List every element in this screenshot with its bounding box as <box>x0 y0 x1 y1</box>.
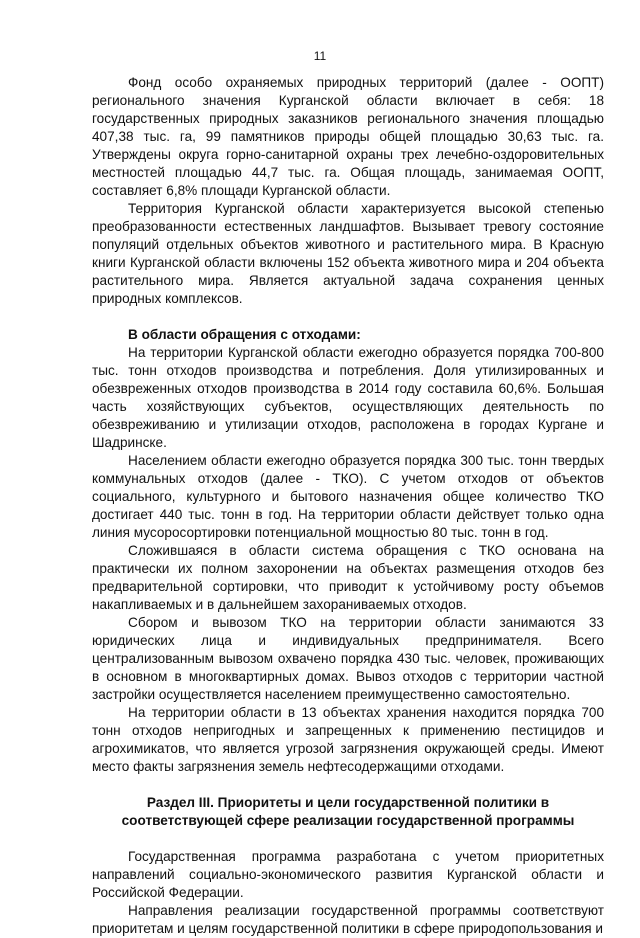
paragraph-waste-volume: На территории Курганской области ежегодно образуется порядка 700-800 тыс. тонн отходов производства и потребления. Доля утилизированных и обезвреженных отходов производства в 2014 году составила 60,6%. Большая часть хозяйствующих субъектов, осуществляющих деятельность по обезвреживанию и утилизации отходов, расположена в городах Кургане и Шадринске. <box>92 345 604 450</box>
waste-heading: В области обращения с отходами: <box>128 327 361 342</box>
page-number: 11 <box>313 49 327 63</box>
paragraph-pesticides: На территории области в 13 объектах хранения находится порядка 700 тонн отходов непригодных и запрещенных к применению пестицидов и агрохимикатов, что является угрозой загрязнения окружающей среды. Имеют место факты загрязнения земель нефтесодержащими отходами. <box>92 705 604 774</box>
paragraph-tko: Населением области ежегодно образуется порядка 300 тыс. тонн твердых коммунальных отходов (далее - ТКО). С учетом отходов от объектов социального, культурного и бытового назначения общее количество ТКО достигает 440 тыс. тонн в год. На территории области действует только одна линия мусоросортировки потенциальной мощностью 80 тыс. тонн в год. <box>92 453 604 540</box>
paragraph-landscapes: Территория Курганской области характеризуется высокой степенью преобразованности естественных ландшафтов. Вызывает тревогу состояние популяций отдельных объектов животного и растительного мира. В Красную книги Курганской области включены 152 объекта животного мира и 204 объекта растительного мира. Является актуальной задача сохранения ценных природных комплексов. <box>92 201 604 306</box>
section-heading: Раздел III. Приоритеты и цели государственной политики в соответствующей сфере реализации государственной программы <box>121 795 575 828</box>
document-body <box>92 74 604 938</box>
paragraph-directions: Направления реализации государственной программы соответствуют приоритетам и целям государственной политики в сфере природопользования и <box>92 903 604 936</box>
paragraph-tko-collection: Сбором и вывозом ТКО на территории области занимаются 33 юридических лица и индивидуальных предпринимателя. Всего централизованным вывозом охвачено порядка 430 тыс. человек, проживающих в основном в многоквартирных домах. Вывоз отходов с территории частной застройки осуществляется населением преимущественно самостоятельно. <box>92 615 604 702</box>
paragraph-program: Государственная программа разработана с учетом приоритетных направлений социально-экономического развития Курганской области и Российской Федерации. <box>92 849 604 900</box>
paragraph-oopt: Фонд особо охраняемых природных территорий (далее - ООПТ) регионального значения Курганской области включает в себя: 18 государственных природных заказников регионального значения площадью 407,38 тыс. га, 99 памятников природы общей площадью 30,63 тыс. га. Утверждены округа горно-санитарной охраны трех лечебно-оздоровительных местностей площадью 44,7 тыс. га. Общая площадь, занимаемая ООПТ, составляет 6,8% площади Курганской области. <box>92 75 604 198</box>
paragraph-tko-system: Сложившаяся в области система обращения с ТКО основана на практически их полном захоронении на объектах размещения отходов без предварительной сортировки, что приводит к устойчивому росту объемов накапливаемых и в дальнейшем захораниваемых отходов. <box>92 543 604 612</box>
